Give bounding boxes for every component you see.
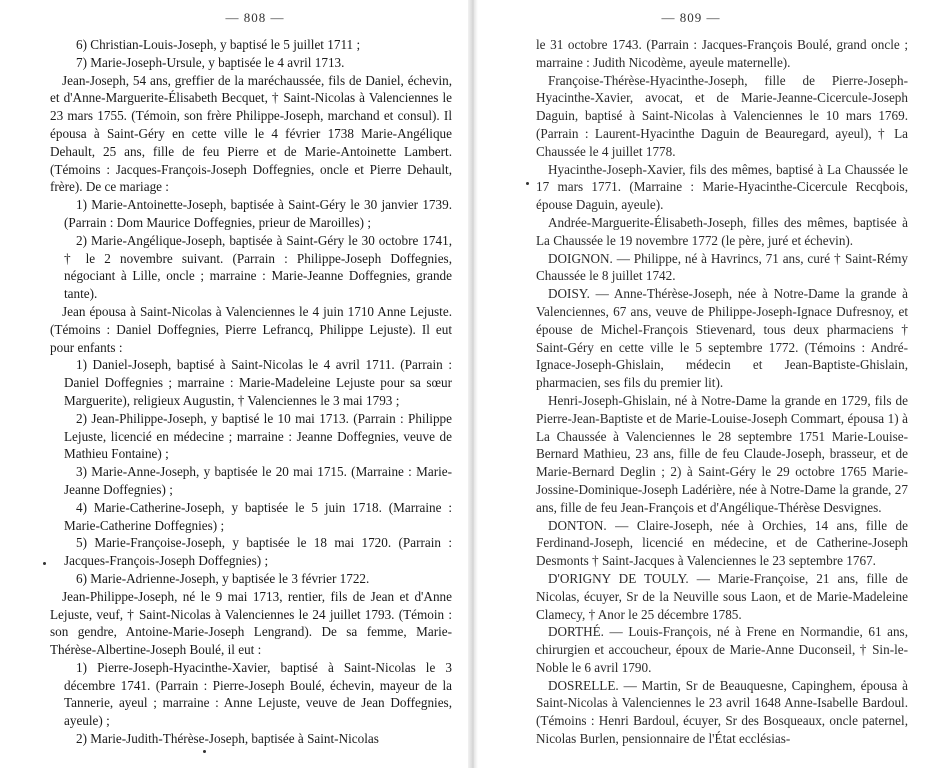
paragraph: DOISY. — Anne-Thérèse-Joseph, née à Notre-Dame la grande à Valenciennes, 67 ans, veuve de Philippe-Joseph-Ignace Dufresnoy, et épouse de Michel-François Stievenard, tous deux pharmaciens † Saint-Géry en cette ville le 5 septembre 1772. (Témoins : André-Ignace-Joseph-Ghislain, médecin et Jean-Baptiste-Ghislain, pharmacien, ses fils du premier lit). — [536, 286, 908, 391]
paragraph: 2) Jean-Philippe-Joseph, y baptisé le 10 mai 1713. (Parrain : Philippe Lejuste, licencié en médecine ; marraine : Jeanne Doffegnies, veuve de Mathieu Fontaine) ; — [64, 410, 452, 462]
paragraph: Andrée-Marguerite-Élisabeth-Joseph, filles des mêmes, baptisée à La Chaussée le 19 novembre 1772 (le père, juré et échevin). — [536, 214, 908, 248]
paragraph: 3) Marie-Anne-Joseph, y baptisée le 20 mai 1715. (Marraine : Marie-Jeanne Doffegnies) ; — [64, 464, 452, 497]
paragraph: 2) Marie-Judith-Thérèse-Joseph, baptisée à Saint-Nicolas — [76, 731, 379, 747]
print-speck — [43, 562, 46, 565]
paragraph: 1) Pierre-Joseph-Hyacinthe-Xavier, baptisé à Saint-Nicolas le 3 décembre 1741. (Parrain : Pierre-Joseph Boulé, échevin, mayeur de la Tannerie, ayeul ; marraine : Anne Lejuste, veuve de Jean Doffegnies, ayeule) ; — [64, 659, 452, 729]
paragraph: 5) Marie-Françoise-Joseph, y baptisée le 18 mai 1720. (Parrain : Jacques-François-Joseph Doffegnies) ; — [64, 535, 452, 569]
right-page-text — [536, 36, 908, 748]
paragraph: Henri-Joseph-Ghislain, né à Notre-Dame la grande en 1729, fils de Pierre-Jean-Baptiste et de Marie-Louise-Joseph Commart, épousa 1) à La Chaussée à Valenciennes le 28 septembre 1751 Marie-Louise-Bernard Mathieu, 23 ans, fille de feu Claude-Joseph, brasseur, et de Marie-Bernard Deglin ; 2) à Saint-Géry le 29 octobre 1765 Marie-Jossine-Dominique-Joseph Ladérière, née à Notre-Dame la grande, 27 ans, fille de feu Jean-François et d'Angélique-Thérèse Desvignes. — [536, 392, 908, 515]
paragraph: 1) Marie-Antoinette-Joseph, baptisée à Saint-Géry le 30 janvier 1739. (Parrain : Dom Maurice Doffegnies, prieur de Maroilles) ; — [64, 197, 452, 230]
paragraph: DOIGNON. — Philippe, né à Havrincs, 71 ans, curé † Saint-Rémy Chaussée le 8 juillet 1742. — [536, 250, 908, 284]
paragraph: DORTHÉ. — Louis-François, né à Frene en Normandie, 61 ans, chirurgien et accoucheur, époux de Marie-Anne Duconseil, † Sin-le-Noble le 6 avril 1790. — [536, 624, 908, 675]
paragraph: 6) Christian-Louis-Joseph, y baptisé le 5 juillet 1711 ; — [76, 37, 361, 52]
paragraph: Jean-Joseph, 54 ans, greffier de la maréchaussée, fils de Daniel, échevin, et d'Anne-Marguerite-Élisabeth Becquet, † Saint-Nicolas à Valenciennes le 23 mars 1755. (Témoin, son frère Philippe-Joseph, marchand et consul). Il épousa à Saint-Géry en cette ville le 4 février 1738 Marie-Angélique Dehault, 25 ans, fille de feu Pierre et de Marie-Antoinette Lambert. (Témoins : Jacques-François-Joseph Doffegnies, oncle et Pierre Dehault, frère). De ce mariage : — [50, 72, 452, 195]
paragraph: 4) Marie-Catherine-Joseph, y baptisée le 5 juin 1718. (Marraine : Marie-Catherine Doffegnies) ; — [64, 499, 452, 533]
print-speck — [203, 750, 206, 753]
paragraph: DONTON. — Claire-Joseph, née à Orchies, 14 ans, fille de Ferdinand-Joseph, licencié en médecine, et de Catherine-Joseph Desmonts † Saint-Jacques à Valenciennes le 23 septembre 1767. — [536, 517, 908, 569]
paragraph: 2) Marie-Angélique-Joseph, baptisée à Saint-Géry le 30 octobre 1741, † le 2 novembre suivant. (Parrain : Philippe-Joseph Doffegnies, négociant à Lille, oncle ; marraine : Marie-Jeanne Doffegnies, grande tante). — [64, 232, 452, 302]
left-page — [0, 0, 470, 768]
paragraph: Jean épousa à Saint-Nicolas à Valenciennes le 4 juin 1710 Anne Lejuste. (Témoins : Daniel Doffegnies, Pierre Lefrancq, Philippe Lejuste). Il eut pour enfants : — [50, 303, 452, 355]
paragraph: D'ORIGNY DE TOULY. — Marie-Françoise, 21 ans, fille de Nicolas, écuyer, Sr de la Neuville sous Laon, et de Marie-Madeleine Clamecy, † Anor le 25 décembre 1785. — [536, 570, 908, 622]
paragraph: Hyacinthe-Joseph-Xavier, fils des mêmes, baptisé à La Chaussée le 17 mars 1771. (Marraine : Marie-Hyacinthe-Cicercule Recqbois, épouse Daguin, ayeule). — [536, 161, 908, 213]
page-number-left: — 808 — — [225, 10, 285, 25]
page-number-right: — 809 — — [661, 10, 721, 25]
left-page-text — [50, 36, 452, 748]
right-page — [476, 0, 946, 768]
paragraph: 1) Daniel-Joseph, baptisé à Saint-Nicolas le 4 avril 1711. (Parrain : Daniel Doffegnies ; marraine : Marie-Madeleine Lejuste pour sa sœur Marguerite), religieux Augustin, † Valenciennes le 3 mai 1793 ; — [64, 357, 452, 408]
print-speck — [526, 182, 529, 185]
paragraph: le 31 octobre 1743. (Parrain : Jacques-François Boulé, grand oncle ; marraine : Judith Nicodème, ayeule maternelle). — [536, 37, 908, 70]
paragraph: Jean-Philippe-Joseph, né le 9 mai 1713, rentier, fils de Jean et d'Anne Lejuste, veuf, † Saint-Nicolas à Valenciennes le 24 juillet 1793. (Témoin : son gendre, Antoine-Marie-Joseph Lengrand). De sa femme, Marie-Thérèse-Albertine-Joseph Boulé, il eut : — [50, 588, 452, 658]
paragraph: 7) Marie-Joseph-Ursule, y baptisée le 4 avril 1713. — [76, 54, 345, 70]
paragraph: Françoise-Thérèse-Hyacinthe-Joseph, fille de Pierre-Joseph-Hyacinthe-Xavier, avocat, et de Marie-Jeanne-Cicercule-Joseph Daguin, baptisé à Saint-Nicolas à Valenciennes le 10 mars 1769. (Parrain : Laurent-Hyacinthe Daguin de Beauregard, ayeul), † La Chaussée le 4 juillet 1778. — [536, 72, 908, 159]
paragraph: DOSRELLE. — Martin, Sr de Beauquesne, Capinghem, épousa à Saint-Nicolas à Valenciennes le 23 avril 1648 Anne-Isabelle Bardoul. (Témoins : Henri Bardoul, écuyer, Sr des Bosqueaux, oncle paternel, Nicolas Burlen, pensionnaire de l'État ecclésias- — [536, 677, 908, 747]
paragraph: 6) Marie-Adrienne-Joseph, y baptisée le 3 février 1722. — [76, 570, 370, 586]
